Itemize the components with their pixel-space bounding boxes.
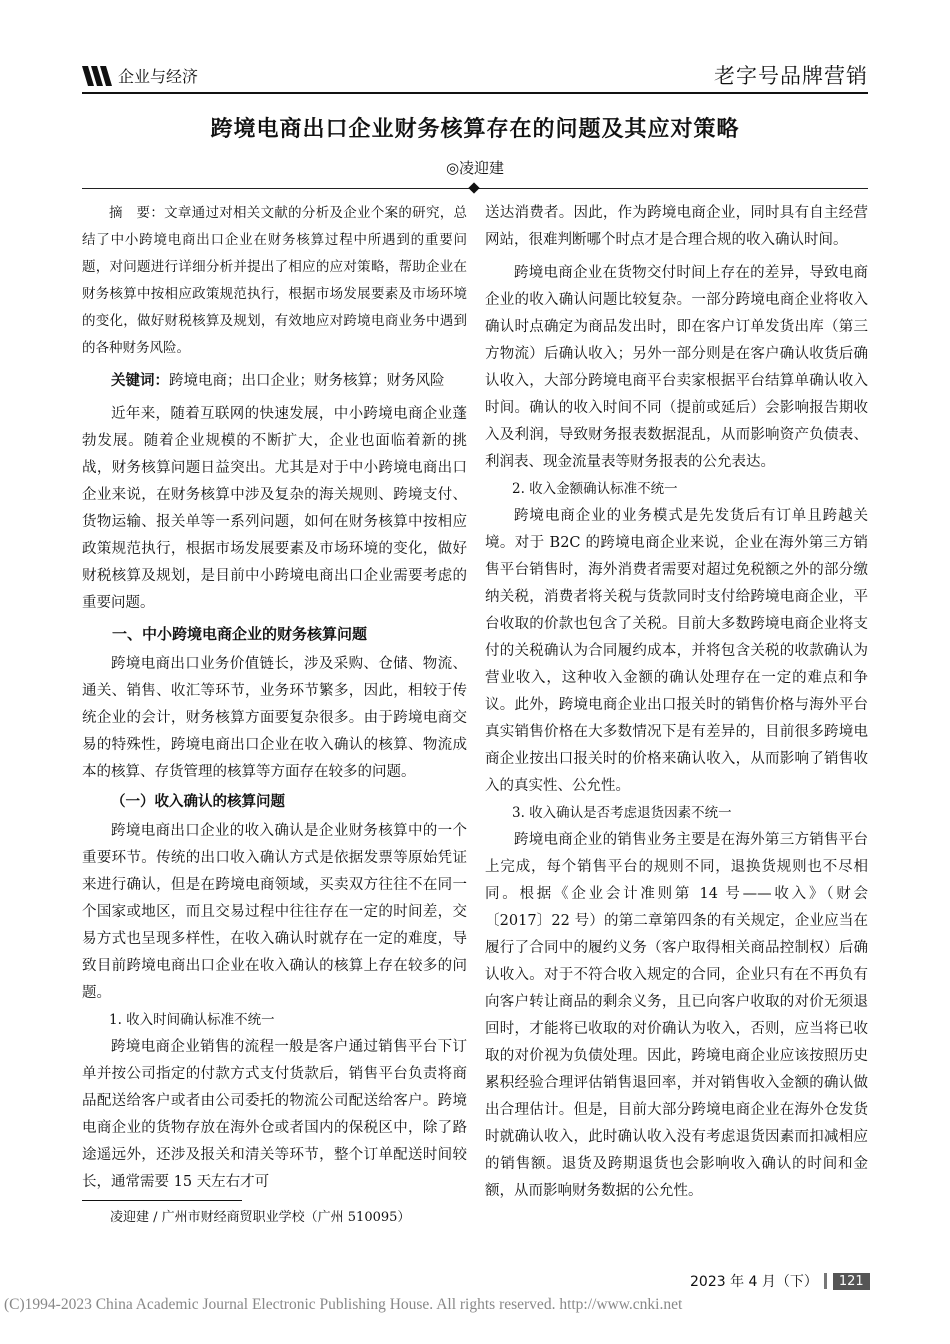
subsubsection-heading: 3. 收入确认是否考虑退货因素不统一 bbox=[512, 805, 732, 821]
body-paragraph: 跨境电商出口业务价值链长，涉及采购、仓储、物流、通关、销售、收汇等环节，业务环节繁多，因此，相较于传统企业的会计，财务核算方面要复杂很多。由于跨境电商交易的特殊性，跨境电商出口企业在收入确认的核算、物流成本的核算、存货管理的核算等方面存在较多的问题。 bbox=[82, 656, 467, 780]
running-header bbox=[82, 62, 868, 92]
section-heading: 一、中小跨境电商企业的财务核算问题 bbox=[112, 625, 368, 643]
abstract bbox=[82, 200, 467, 362]
body-paragraph: 跨境电商企业销售的流程一般是客户通过销售平台下订单并按公司指定的付款方式支付货款后，销售平台负责将商品配送给客户或者由公司委托的物流公司配送给客户。跨境电商企业的货物存放在海外仓或者国内的保税区中，除了路途遥远外，还涉及报关和清关等环节，整个订单配送时间较长，通常需要 15 天左右才可 bbox=[82, 1039, 467, 1190]
body-paragraph: 近年来，随着互联网的快速发展，中小跨境电商企业蓬勃发展。随着企业规模的不断扩大，企业也面临着新的挑战，财务核算问题日益突出。尤其是对于中小跨境电商出口企业来说，在财务核算中涉及复杂的海关规则、跨境支付、货物运输、报关单等一系列问题，如何在财务核算中按相应政策规范执行，根据市场发展要素及市场环境的变化，做好财税核算及规划，是目前中小跨境电商出口企业需要考虑的重要问题。 bbox=[82, 406, 467, 611]
keywords-text: 跨境电商；出口企业；财务核算；财务风险 bbox=[169, 373, 445, 389]
journal-name: 企业与经济 bbox=[118, 67, 199, 86]
header-rule bbox=[82, 92, 868, 94]
column-name: 老字号品牌营销 bbox=[714, 64, 868, 88]
article-title: 跨境电商出口企业财务核算存在的问题及其应对策略 bbox=[210, 117, 740, 142]
subsection-heading: （一）收入确认的核算问题 bbox=[111, 794, 285, 810]
page-folio bbox=[690, 1270, 870, 1292]
divider-diamond-icon bbox=[468, 182, 479, 193]
body-paragraph: 跨境电商出口企业的收入确认是企业财务核算中的一个重要环节。传统的出口收入确认方式是依据发票等原始凭证来进行确认，但是在跨境电商领域，买卖双方往往不在同一个国家或地区，而且交易过程中往往存在一定的时间差，交易方式也呈现多样性，在收入确认时就存在一定的难度，导致目前跨境电商出口企业在收入确认的核算上存在较多的问题。 bbox=[82, 823, 467, 1001]
subsubsection-heading: 1. 收入时间确认标准不统一 bbox=[109, 1012, 275, 1028]
article-author: ◎凌迎建 bbox=[445, 159, 505, 177]
journal-logo-icon bbox=[82, 66, 112, 86]
body-paragraph: 跨境电商企业的销售业务主要是在海外第三方销售平台上完成，每个销售平台的规则不同，退换货规则也不尽相同。根据《企业会计准则第 14 号——收入》（财会〔2017〕22 号）的第二章第四条的有关规定，企业应当在履行了合同中的履约义务（客户取得相关商品控制权）后确认收入。对于不符合收入规定的合同，企业只有在不再负有向客户转让商品的剩余义务，且已向客户收取的对价无须退回时，才能将已收取的对价确认为收入，否则，应当将已收取的对价视为负债处理。因此，跨境电商企业应该按照历史累积经验合理评估销售退回率，并对销售收入金额的确认做出合理估计。但是，目前大部分跨境电商企业在海外仓发货时就确认收入，此时确认收入没有考虑退货因素而扣减相应的销售额。退货及跨期退货也会影响收入确认的时间和金额，从而影响财务数据的公允性。 bbox=[485, 832, 868, 1199]
body-paragraph: 跨境电商企业在货物交付时间上存在的差异，导致电商企业的收入确认问题比较复杂。一部分跨境电商企业将收入确认时点确定为商品发出时，即在客户订单发货出库（第三方物流）后确认收入；另外一部分则是在客户确认收货后确认收入，大部分跨境电商平台卖家根据平台结算单确认收入时间。确认的收入时间不同（提前或延后）会影响报告期收入及利润，导致财务报表数据混乱，从而影响资产负债表、利润表、现金流量表等财务报表的公允表达。 bbox=[485, 265, 868, 470]
copyright-watermark: (C)1994-2023 China Academic Journal Electronic Publishing House. All rights reserved. http://www.cnki.net bbox=[4, 1296, 683, 1313]
abstract-text: 摘 要：文章通过对相关文献的分析及企业个案的研究，总结了中小跨境电商出口企业在财务核算过程中所遇到的重要问题，对问题进行详细分析并提出了相应的应对策略，帮助企业在财务核算中按相应政策规范执行，根据市场发展要素及市场环境的变化，做好财税核算及规划，有效地应对跨境电商业务中遇到的各种财务风险。 bbox=[82, 205, 467, 356]
keywords bbox=[82, 368, 467, 395]
page-number: 121 bbox=[833, 1273, 870, 1290]
left-column bbox=[82, 200, 467, 1196]
keywords-label: 关键词： bbox=[111, 373, 169, 389]
folio-bar bbox=[824, 1273, 827, 1289]
right-column bbox=[485, 200, 868, 1205]
issue-date: 2023 年 4 月（下） bbox=[690, 1274, 818, 1290]
body-paragraph: 跨境电商企业的业务模式是先发货后有订单且跨越关境。对于 B2C 的跨境电商企业来说，企业在海外第三方销售平台销售时，海外消费者需要对超过免税额之外的部分缴纳关税，消费者将关税与货款同时支付给跨境电商企业，平台收取的价款也包含了关税。目前大多数跨境电商企业将支付的关税确认为合同履约成本，并将包含关税的收款确认为营业收入，这种收入金额的确认处理存在一定的难点和争议。此外，跨境电商企业出口报关时的销售价格与海外平台真实销售价格在大多数情况下是有差异的，目前很多跨境电商企业按出口报关时的价格来确认收入，从而影响了销售收入的真实性、公允性。 bbox=[485, 508, 868, 794]
author-affiliation: 凌迎建 / 广州市财经商贸职业学校（广州 510095） bbox=[110, 1210, 411, 1225]
footnote-rule bbox=[82, 1200, 242, 1201]
body-paragraph: 送达消费者。因此，作为跨境电商企业，同时具有自主经营网站，很难判断哪个时点才是合理合规的收入确认时间。 bbox=[485, 205, 868, 248]
subsubsection-heading: 2. 收入金额确认标准不统一 bbox=[512, 481, 678, 497]
